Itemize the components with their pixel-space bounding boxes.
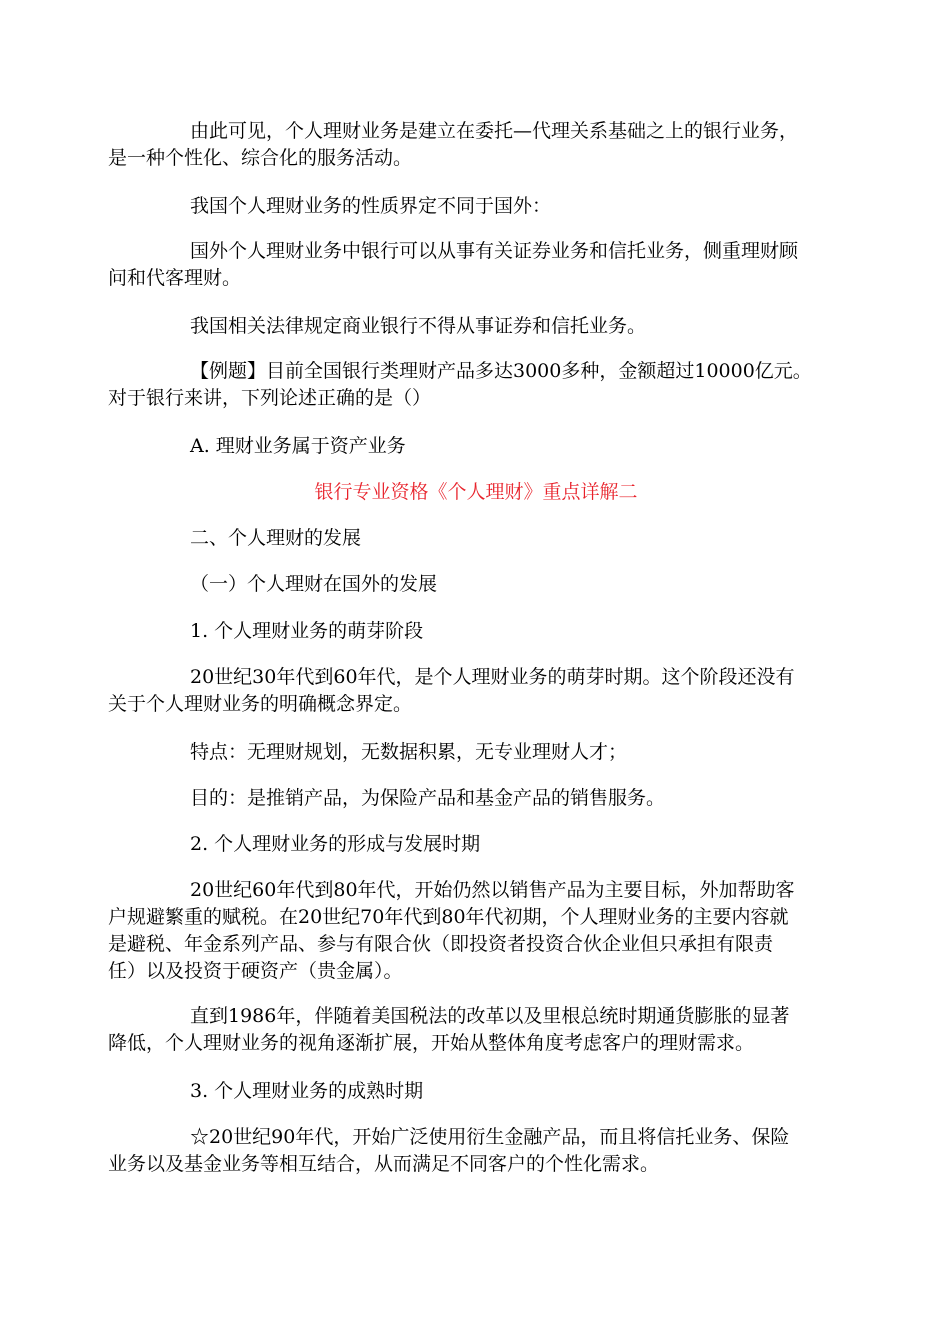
paragraph-line: （一）个人理财在国外的发展 bbox=[190, 573, 438, 595]
paragraph-domestic-nature bbox=[108, 193, 844, 220]
paragraph-line: 户规避繁重的赋税。在20世纪70年代到80年代初期，个人理财业务的主要内容就 bbox=[108, 906, 789, 928]
paragraph-line: 3. 个人理财业务的成熟时期 bbox=[190, 1080, 424, 1102]
paragraph-line: 是避税、年金系列产品、参与有限合伙（即投资者投资合伙企业但只承担有限责 bbox=[108, 933, 774, 955]
paragraph-option-a bbox=[108, 433, 844, 460]
paragraph-line: 是一种个性化、综合化的服务活动。 bbox=[108, 147, 413, 169]
paragraph-foreign-banks bbox=[108, 238, 844, 292]
paragraph-line: 2. 个人理财业务的形成与发展时期 bbox=[190, 833, 481, 855]
paragraph-line: 由此可见，个人理财业务是建立在委托—代理关系基础之上的银行业务， bbox=[190, 120, 799, 142]
paragraph-purpose bbox=[108, 785, 844, 812]
paragraph-stage-two-detail bbox=[108, 877, 844, 985]
paragraph-line: 降低，个人理财业务的视角逐渐扩展，开始从整体角度考虑客户的理财需求。 bbox=[108, 1032, 755, 1054]
paragraph-stage-three bbox=[108, 1078, 844, 1105]
paragraph-line: 1. 个人理财业务的萌芽阶段 bbox=[190, 620, 424, 642]
paragraph-stage-one-detail bbox=[108, 664, 844, 718]
paragraph-characteristics bbox=[108, 739, 844, 766]
paragraph-1986 bbox=[108, 1003, 844, 1057]
paragraph-line: 任）以及投资于硬资产（贵金属）。 bbox=[108, 960, 403, 982]
paragraph-line: 特点：无理财规划，无数据积累，无专业理财人才； bbox=[190, 741, 628, 763]
paragraph-example-question bbox=[108, 358, 844, 412]
paragraph-stage-one bbox=[108, 618, 844, 645]
paragraph-line: 问和代客理财。 bbox=[108, 267, 242, 289]
paragraph-subsection-one bbox=[108, 571, 844, 598]
paragraph-line: 20世纪60年代到80年代，开始仍然以销售产品为主要目标，外加帮助客 bbox=[190, 879, 795, 901]
paragraph-line: 二、个人理财的发展 bbox=[190, 527, 362, 549]
paragraph-line: 20世纪30年代到60年代，是个人理财业务的萌芽时期。这个阶段还没有 bbox=[190, 666, 795, 688]
paragraph-domestic-law bbox=[108, 313, 844, 340]
paragraph-line: 业务以及基金业务等相互结合，从而满足不同客户的个性化需求。 bbox=[108, 1153, 660, 1175]
paragraph-line: 对于银行来讲，下列论述正确的是（） bbox=[108, 387, 432, 409]
paragraph-line: 目的：是推销产品，为保险产品和基金产品的销售服务。 bbox=[190, 787, 666, 809]
paragraph-line: 我国相关法律规定商业银行不得从事证券和信托业务。 bbox=[190, 315, 647, 337]
paragraph-line: 直到1986年，伴随着美国税法的改革以及里根总统时期通货膨胀的显著 bbox=[190, 1005, 790, 1027]
paragraph-line: 我国个人理财业务的性质界定不同于国外： bbox=[190, 195, 552, 217]
paragraph-line: ☆20世纪90年代，开始广泛使用衍生金融产品，而且将信托业务、保险 bbox=[190, 1126, 790, 1148]
paragraph-line: 国外个人理财业务中银行可以从事有关证券业务和信托业务，侧重理财顾 bbox=[190, 240, 799, 262]
paragraph-stage-two bbox=[108, 831, 844, 858]
paragraph-line: 【例题】目前全国银行类理财产品多达3000多种，金额超过10000亿元。 bbox=[190, 360, 812, 382]
paragraph-intro bbox=[108, 118, 844, 172]
paragraph-stage-three-detail bbox=[108, 1124, 844, 1178]
section-heading bbox=[108, 479, 844, 506]
heading-line: 银行专业资格《个人理财》重点详解二 bbox=[314, 481, 638, 503]
paragraph-section-two bbox=[108, 525, 844, 552]
paragraph-line: A. 理财业务属于资产业务 bbox=[190, 435, 406, 457]
paragraph-line: 关于个人理财业务的明确概念界定。 bbox=[108, 693, 413, 715]
